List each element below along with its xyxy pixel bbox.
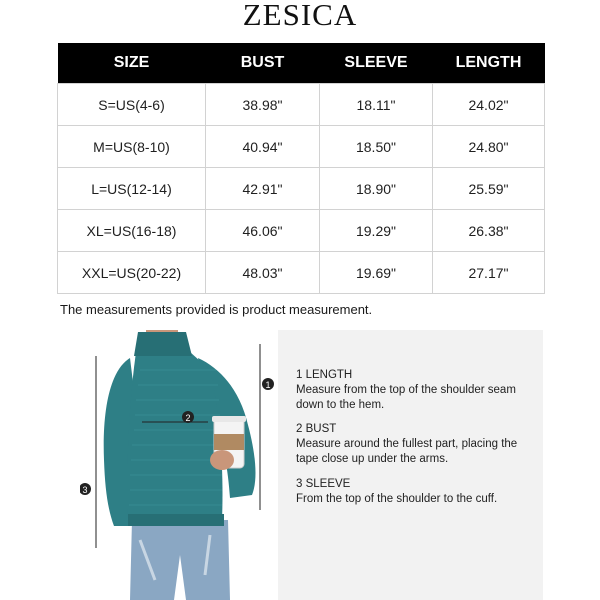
cell-bust: 42.91" xyxy=(206,168,320,210)
measurement-instructions-panel xyxy=(278,330,543,600)
cell-length: 24.80" xyxy=(433,126,545,168)
header-length: LENGTH xyxy=(433,43,545,84)
brand-logo: ZESICA xyxy=(242,0,358,32)
cell-bust: 46.06" xyxy=(206,210,320,252)
marker-1: 1 xyxy=(265,380,271,390)
cell-sleeve: 18.90" xyxy=(320,168,433,210)
header-bust: BUST xyxy=(206,43,320,84)
cell-sleeve: 19.69" xyxy=(320,252,433,294)
sweater-illustration xyxy=(80,330,280,600)
cell-length: 27.17" xyxy=(433,252,545,294)
instruction-text: From the top of the shoulder to the cuff. xyxy=(296,493,498,505)
instruction-text: Measure from the top of the shoulder seam down to the hem. xyxy=(296,384,516,411)
marker-2: 2 xyxy=(185,413,191,423)
instruction-bust xyxy=(296,422,536,467)
cell-length: 26.38" xyxy=(433,210,545,252)
header-size: SIZE xyxy=(58,43,206,84)
size-chart-table xyxy=(57,43,545,294)
instruction-text: Measure around the fullest part, placing the tape close up under the arms. xyxy=(296,438,518,465)
cell-bust: 48.03" xyxy=(206,252,320,294)
cell-sleeve: 18.50" xyxy=(320,126,433,168)
cell-size: S=US(4-6) xyxy=(58,84,206,126)
table-header-row xyxy=(58,43,545,84)
cell-size: XL=US(16-18) xyxy=(58,210,206,252)
cell-size: M=US(8-10) xyxy=(58,126,206,168)
cell-sleeve: 18.11" xyxy=(320,84,433,126)
table-row xyxy=(58,168,545,210)
marker-3: 3 xyxy=(82,485,88,495)
table-row xyxy=(58,126,545,168)
instruction-length xyxy=(296,368,536,413)
cell-sleeve: 19.29" xyxy=(320,210,433,252)
cell-size: XXL=US(20-22) xyxy=(58,252,206,294)
table-row xyxy=(58,252,545,294)
instruction-heading: 1 LENGTH xyxy=(296,369,353,381)
cell-length: 24.02" xyxy=(433,84,545,126)
instruction-heading: 2 BUST xyxy=(296,423,337,435)
instruction-heading: 3 SLEEVE xyxy=(296,478,351,490)
instruction-sleeve xyxy=(296,477,536,507)
cell-bust: 40.94" xyxy=(206,126,320,168)
header-sleeve: SLEEVE xyxy=(320,43,433,84)
cell-bust: 38.98" xyxy=(206,84,320,126)
table-row xyxy=(58,210,545,252)
table-row xyxy=(58,84,545,126)
model-photo xyxy=(80,330,280,600)
cell-length: 25.59" xyxy=(433,168,545,210)
measurement-note: The measurements provided is product measurement. xyxy=(60,302,373,317)
cell-size: L=US(12-14) xyxy=(58,168,206,210)
